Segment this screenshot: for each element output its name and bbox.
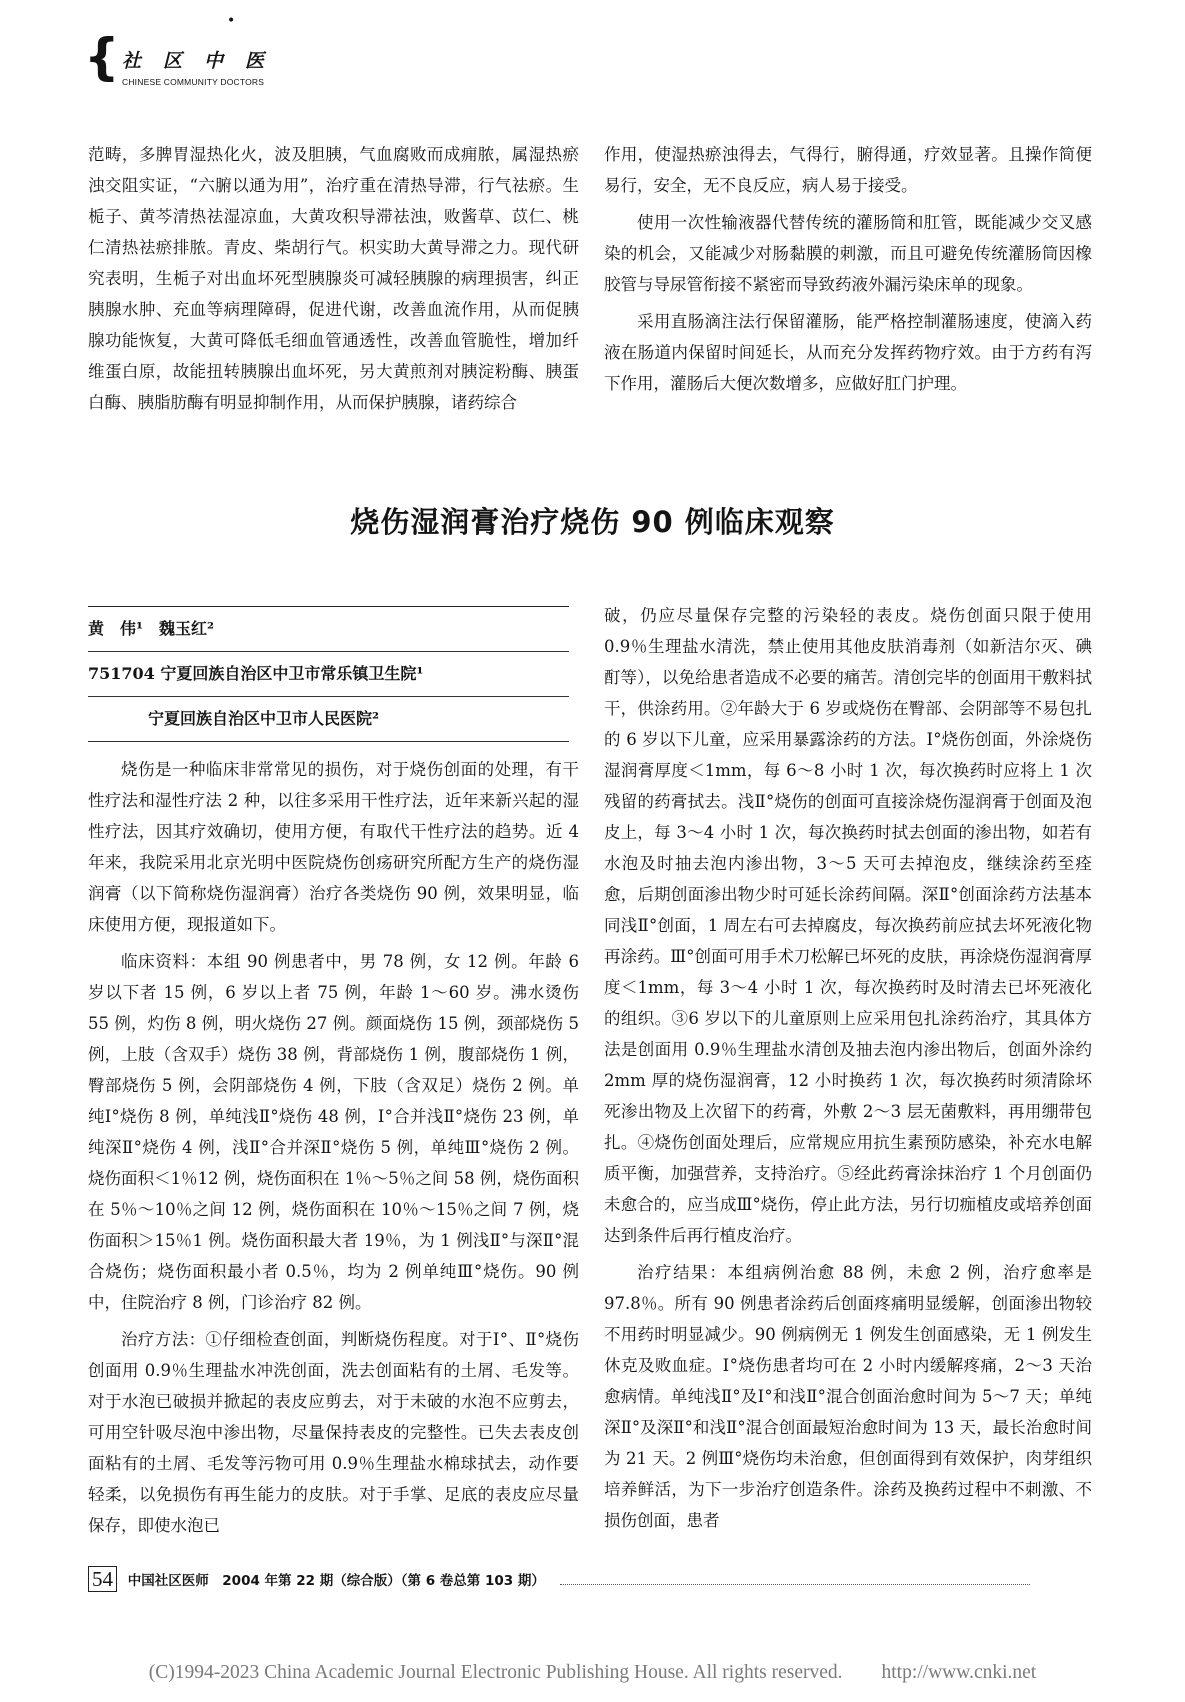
prev-article-right-column — [604, 139, 1092, 399]
prev-article-left-column — [88, 139, 579, 418]
paragraph: 采用直肠滴注法行保留灌肠，能严格控制灌肠速度，使滴入药液在肠道内保留时间延长，从而充分发挥药物疗效。由于方药有泻下作用，灌肠后大便次数增多，应做好肛门护理。 — [604, 312, 1092, 393]
journal-name-en: CHINESE COMMUNITY DOCTORS — [122, 77, 265, 87]
paragraph: 使用一次性输液器代替传统的灌肠筒和肛管，既能减少交叉感染的机会，又能减少对肠黏膜的刺激，而且可避免传统灌肠筒因橡胶管与导尿管衔接不紧密而导致药液外漏污染床单的现象。 — [604, 213, 1092, 294]
journal-header — [84, 28, 324, 92]
stray-dot: • — [227, 13, 236, 29]
paragraph-clinical-data: 临床资料：本组 90 例患者中，男 78 例，女 12 例。年龄 6 岁以下者 15 例，6 岁以上者 75 例，年龄 1～60 岁。沸水烫伤 55 例，灼伤 8 例，明火烧伤 27 例。颜面烧伤 15 例，颈部烧伤 5 例，上肢（含双手）烧伤 38 例，背部烧伤 1 例，腹部烧伤 1 例，臀部烧伤 5 例，会阴部烧伤 4 例，下肢（含双足）烧伤 2 例。单纯Ⅰ°烧伤 8 例，单纯浅Ⅱ°烧伤 48 例，Ⅰ°合并浅Ⅱ°烧伤 23 例，单纯深Ⅱ°烧伤 4 例，浅Ⅱ°合并深Ⅱ°烧伤 5 例，单纯Ⅲ°烧伤 2 例。烧伤面积＜1％12 例，烧伤面积在 1％～5％之间 58 例，烧伤面积在 5％～10％之间 12 例，烧伤面积在 10％～15％之间 7 例，烧伤面积＞15％1 例。烧伤面积最大者 19％，为 1 例浅Ⅱ°与深Ⅱ°混合烧伤；烧伤面积最小者 0.5％，均为 2 例单纯Ⅲ°烧伤。90 例中，住院治疗 8 例，门诊治疗 82 例。 — [88, 952, 579, 1312]
footer-journal-info: 中国社区医师 2004 年第 22 期（综合版）（第 6 卷总第 103 期） — [127, 1573, 545, 1589]
paragraph: 范畴，多脾胃湿热化火，波及胆胰，气血腐败而成痈脓，属湿热瘀浊交阻实证，“六腑以通为用”，治疗重在清热导滞，行气祛瘀。生栀子、黄芩清热祛湿凉血，大黄攻积导滞祛浊，败酱草、苡仁、桃仁清热祛瘀排脓。青皮、柴胡行气。枳实助大黄导滞之力。现代研究表明，生栀子对出血坏死型胰腺炎可减轻胰腺的病理损害，纠正胰腺水肿、充血等病理障碍，促进代谢，改善血流作用，从而促胰腺功能恢复，大黄可降低毛细血管通透性，改善血管脆性，增加纤维蛋白原，故能扭转胰腺出血坏死，另大黄煎剂对胰淀粉酶、胰蛋白酶、胰脂肪酶有明显抑制作用，从而保护胰腺，诸药综合 — [88, 145, 579, 412]
paragraph: 作用，使湿热瘀浊得去，气得行，腑得通，疗效显著。且操作简便易行，安全，无不良反应，病人易于接受。 — [604, 145, 1092, 195]
author-names: 黄 伟¹ 魏玉红² — [88, 607, 569, 652]
article-right-column — [604, 600, 1092, 1536]
article-title: 烧伤湿润膏治疗烧伤 90 例临床观察 — [350, 505, 835, 539]
journal-name-cn: 社区中医 — [122, 50, 287, 72]
header-brace-logo: { — [84, 28, 120, 86]
author-block — [88, 606, 569, 742]
author-affiliation-1: 751704 宁夏回族自治区中卫市常乐镇卫生院¹ — [88, 652, 569, 697]
author-affiliation-2: 宁夏回族自治区中卫市人民医院² — [88, 697, 569, 742]
page-footer — [88, 1566, 1088, 1596]
copyright-notice: (C)1994-2023 China Academic Journal Electronic Publishing House. All rights reserved. http://www.cnki.net — [148, 1662, 1037, 1683]
footer-dotted-rule — [560, 1574, 1030, 1585]
page-number: 54 — [88, 1566, 117, 1592]
paragraph-treatment-method-cont: 破，仍应尽量保存完整的污染轻的表皮。烧伤创面只限于使用 0.9％生理盐水清洗，禁止使用其他皮肤消毒剂（如新洁尔灭、碘酊等），以免给患者造成不必要的痛苦。清创完毕的创面用干敷料拭干，供涂药用。②年龄大于 6 岁或烧伤在臀部、会阴部等不易包扎的 6 岁以下儿童，应采用暴露涂药的方法。Ⅰ°烧伤创面，外涂烧伤湿润膏厚度＜1mm，每 6～8 小时 1 次，每次换药时应将上 1 次残留的药膏拭去。浅Ⅱ°烧伤的创面可直接涂烧伤湿润膏于创面及泡皮上，每 3～4 小时 1 次，每次换药时拭去创面的渗出物，如若有水泡及时抽去泡内渗出物，3～5 天可去掉泡皮，继续涂药至痊愈，后期创面渗出物少时可延长涂药间隔。深Ⅱ°创面涂药方法基本同浅Ⅱ°创面，1 周左右可去掉腐皮，每次换药前应拭去坏死液化物再涂药。Ⅲ°创面可用手术刀松解已坏死的皮肤，再涂烧伤湿润膏厚度＜1mm，每 3～4 小时 1 次，每次换药时及时清去已坏死液化的组织。③6 岁以下的儿童原则上应采用包扎涂药治疗，其具体方法是创面用 0.9％生理盐水清创及抽去泡内渗出物后，创面外涂约 2mm 厚的烧伤湿润膏，12 小时换药 1 次，每次换药时须清除坏死渗出物及上次留下的药膏，外敷 2～3 层无菌敷料，再用绷带包扎。④烧伤创面处理后，应常规应用抗生素预防感染，补充水电解质平衡，加强营养，支持治疗。⑤经此药膏涂抹治疗 1 个月创面仍未愈合的，应当成Ⅲ°烧伤，停止此方法，另行切痂植皮或培养创面达到条件后再行植皮治疗。 — [604, 606, 1092, 1245]
paragraph-treatment-results: 治疗结果：本组病例治愈 88 例，未愈 2 例，治疗愈率是 97.8％。所有 90 例患者涂药后创面疼痛明显缓解，创面渗出物较不用药时明显减少。90 例病例无 1 例发生创面感染，无 1 例发生休克及败血症。Ⅰ°烧伤患者均可在 2 小时内缓解疼痛，2～3 天治愈病情。单纯浅Ⅱ°及Ⅰ°和浅Ⅱ°混合创面治愈时间为 5～7 天；单纯深Ⅱ°及深Ⅱ°和浅Ⅱ°混合创面最短治愈时间为 13 天，最长治愈时间为 21 天。2 例Ⅲ°烧伤均未治愈，但创面得到有效保护，肉芽组织培养鲜活，为下一步治疗创造条件。涂药及换药过程中不刺激、不损伤创面，患者 — [604, 1263, 1092, 1530]
article-left-column — [88, 754, 579, 1541]
paragraph-treatment-method: 治疗方法：①仔细检查创面，判断烧伤程度。对于Ⅰ°、Ⅱ°烧伤创面用 0.9％生理盐水冲洗创面，洗去创面粘有的土屑、毛发等。对于水泡已破损并掀起的表皮应剪去，对于未破的水泡不应剪去，可用空针吸尽泡中渗出物，尽量保持表皮的完整性。已失去表皮创面粘有的土屑、毛发等污物可用 0.9％生理盐水棉球拭去，动作要轻柔，以免损伤有再生能力的皮肤。对于手掌、足底的表皮应尽量保存，即使水泡已 — [88, 1330, 579, 1535]
paragraph-intro: 烧伤是一种临床非常常见的损伤，对于烧伤创面的处理，有干性疗法和湿性疗法 2 种，以往多采用干性疗法，近年来新兴起的湿性疗法，因其疗效确切，使用方便，有取代干性疗法的趋势。近 4 年来，我院采用北京光明中医院烧伤创疡研究所配方生产的烧伤湿润膏（以下简称烧伤湿润膏）治疗各类烧伤 90 例，效果明显，临床使用方便，现报道如下。 — [88, 760, 579, 934]
